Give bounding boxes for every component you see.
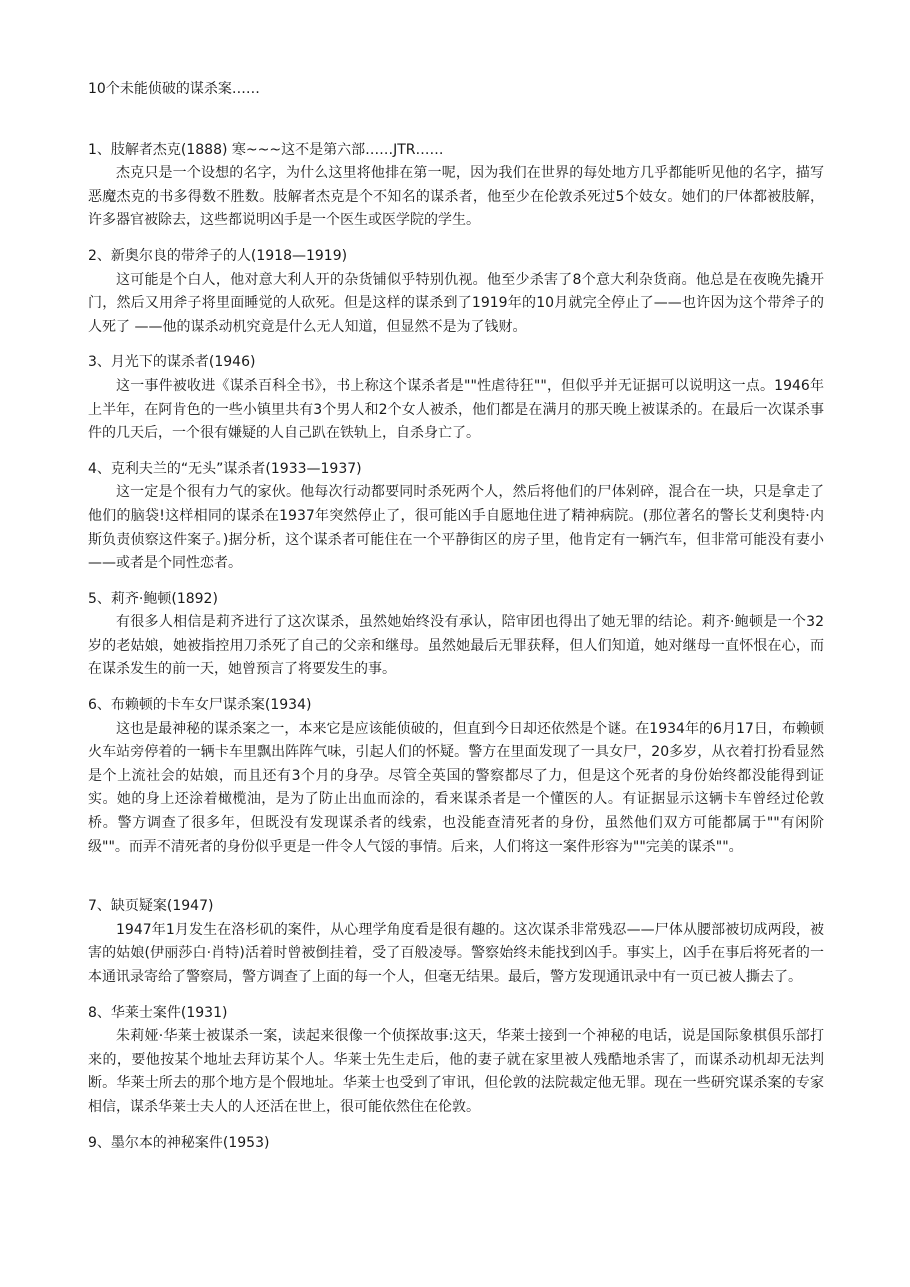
case-heading: 2、新奥尔良的带斧子的人(1918—1919)	[88, 247, 348, 264]
case-8	[88, 1002, 824, 1120]
case-heading: 9、墨尔本的神秘案件(1953)	[88, 1134, 270, 1151]
case-4	[88, 458, 824, 576]
case-heading: 1、肢解者杰克(1888) 寒~~~这不是第六部……JTR……	[88, 141, 444, 158]
case-heading: 8、华莱士案件(1931)	[88, 1004, 228, 1021]
document-page	[88, 78, 824, 1167]
case-heading: 4、克利夫兰的“无头”谋杀者(1933—1937)	[88, 460, 362, 477]
case-6	[88, 694, 824, 859]
case-3	[88, 351, 824, 445]
document-title: 10个未能侦破的谋杀案……	[88, 81, 260, 97]
case-5	[88, 588, 824, 682]
case-heading: 3、月光下的谋杀者(1946)	[88, 354, 256, 371]
case-body: 杰克只是一个设想的名字，为什么这里将他排在第一呢，因为我们在世界的每处地方几乎都能听见他的名字，描写恶魔杰克的书多得数不胜数。肢解者杰克是个不知名的谋杀者，他至少在伦敦杀死过5个妓女。她们的尸体都被肢解，许多器官被除去，这些都说明凶手是一个医生或医学院的学生。	[88, 165, 824, 229]
case-body: 有很多人相信是莉齐进行了这次谋杀，虽然她始终没有承认，陪审团也得出了她无罪的结论。莉齐·鲍顿是一个32岁的老姑娘，她被指控用刀杀死了自己的父亲和继母。虽然她最后无罪获释，但人们知道，她对继母一直怀恨在心，而在谋杀发生的前一天，她曾预言了将要发生的事。	[88, 614, 824, 678]
case-7	[88, 895, 824, 989]
case-body: 这一定是个很有力气的家伙。他每次行动都要同时杀死两个人，然后将他们的尸体剁碎，混合在一块，只是拿走了他们的脑袋!这样相同的谋杀在1937年突然停止了，很可能凶手自愿地住进了精神病院。(那位著名的警长艾利奥特·内斯负责侦察这件案子。)据分析，这个谋杀者可能住在一个平静街区的房子里，他肯定有一辆汽车，但非常可能没有妻小——或者是个同性恋者。	[88, 484, 824, 572]
case-body: 这可能是个白人，他对意大利人开的杂货铺似乎特别仇视。他至少杀害了8个意大利杂货商。他总是在夜晚先撬开门，然后又用斧子将里面睡觉的人砍死。但是这样的谋杀到了1919年的10月就完全停止了——也许因为这个带斧子的人死了 ——他的谋杀动机究竟是什么无人知道，但显然不是为了钱财。	[88, 271, 824, 335]
case-body: 这也是最神秘的谋杀案之一，本来它是应该能侦破的，但直到今日却还依然是个谜。在1934年的6月17日，布赖顿火车站旁停着的一辆卡车里飘出阵阵气味，引起人们的怀疑。警方在里面发现了一具女尸，20多岁，从衣着打扮看显然是个上流社会的姑娘，而且还有3个月的身孕。尽管全英国的警察都尽了力，但是这个死者的身份始终都没能得到证实。她的身上还涂着橄榄油，是为了防止出血而涂的，看来谋杀者是一个懂医的人。有证据显示这辆卡车曾经过伦敦桥。警方调查了很多年，但既没有发现谋杀者的线索，也没能查清死者的身份，虽然他们双方可能都属于""有闲阶级""。而弄不清死者的身份似乎更是一件令人气馁的事情。后来，人们将这一案件形容为""完美的谋杀""。	[88, 720, 824, 855]
case-body: 1947年1月发生在洛杉矶的案件，从心理学角度看是很有趣的。这次谋杀非常残忍——尸体从腰部被切成两段，被害的姑娘(伊丽莎白·肖特)活着时曾被倒挂着，受了百般凌辱。警察始终未能找到凶手。事实上，凶手在事后将死者的一本通讯录寄给了警察局，警方调查了上面的每一个人，但毫无结果。最后，警方发现通讯录中有一页已被人撕去了。	[88, 921, 824, 985]
case-heading: 6、布赖顿的卡车女尸谋杀案(1934)	[88, 697, 312, 714]
case-body: 这一事件被收进《谋杀百科全书》，书上称这个谋杀者是""性虐待狂""，但似乎并无证据可以说明这一点。1946年上半年，在阿肯色的一些小镇里共有3个男人和2个女人被杀，他们都是在满月的那天晚上被谋杀的。在最后一次谋杀事件的几天后，一个很有嫌疑的人自己趴在铁轨上，自杀身亡了。	[88, 377, 824, 442]
case-heading: 5、莉齐·鲍顿(1892)	[88, 590, 218, 607]
case-9	[88, 1132, 824, 1156]
case-heading: 7、缺页疑案(1947)	[88, 898, 214, 915]
case-body: 朱莉娅·华莱士被谋杀一案，读起来很像一个侦探故事:这天，华莱士接到一个神秘的电话，说是国际象棋俱乐部打来的，要他按某个地址去拜访某个人。华莱士先生走后，他的妻子就在家里被人残酷地杀害了，而谋杀动机却无法判断。华莱士所去的那个地方是个假地址。华莱士也受到了审讯，但伦敦的法院裁定他无罪。现在一些研究谋杀案的专家相信，谋杀华莱士夫人的人还活在世上，很可能依然住在伦敦。	[88, 1028, 824, 1115]
case-1	[88, 139, 824, 233]
case-2	[88, 245, 824, 339]
